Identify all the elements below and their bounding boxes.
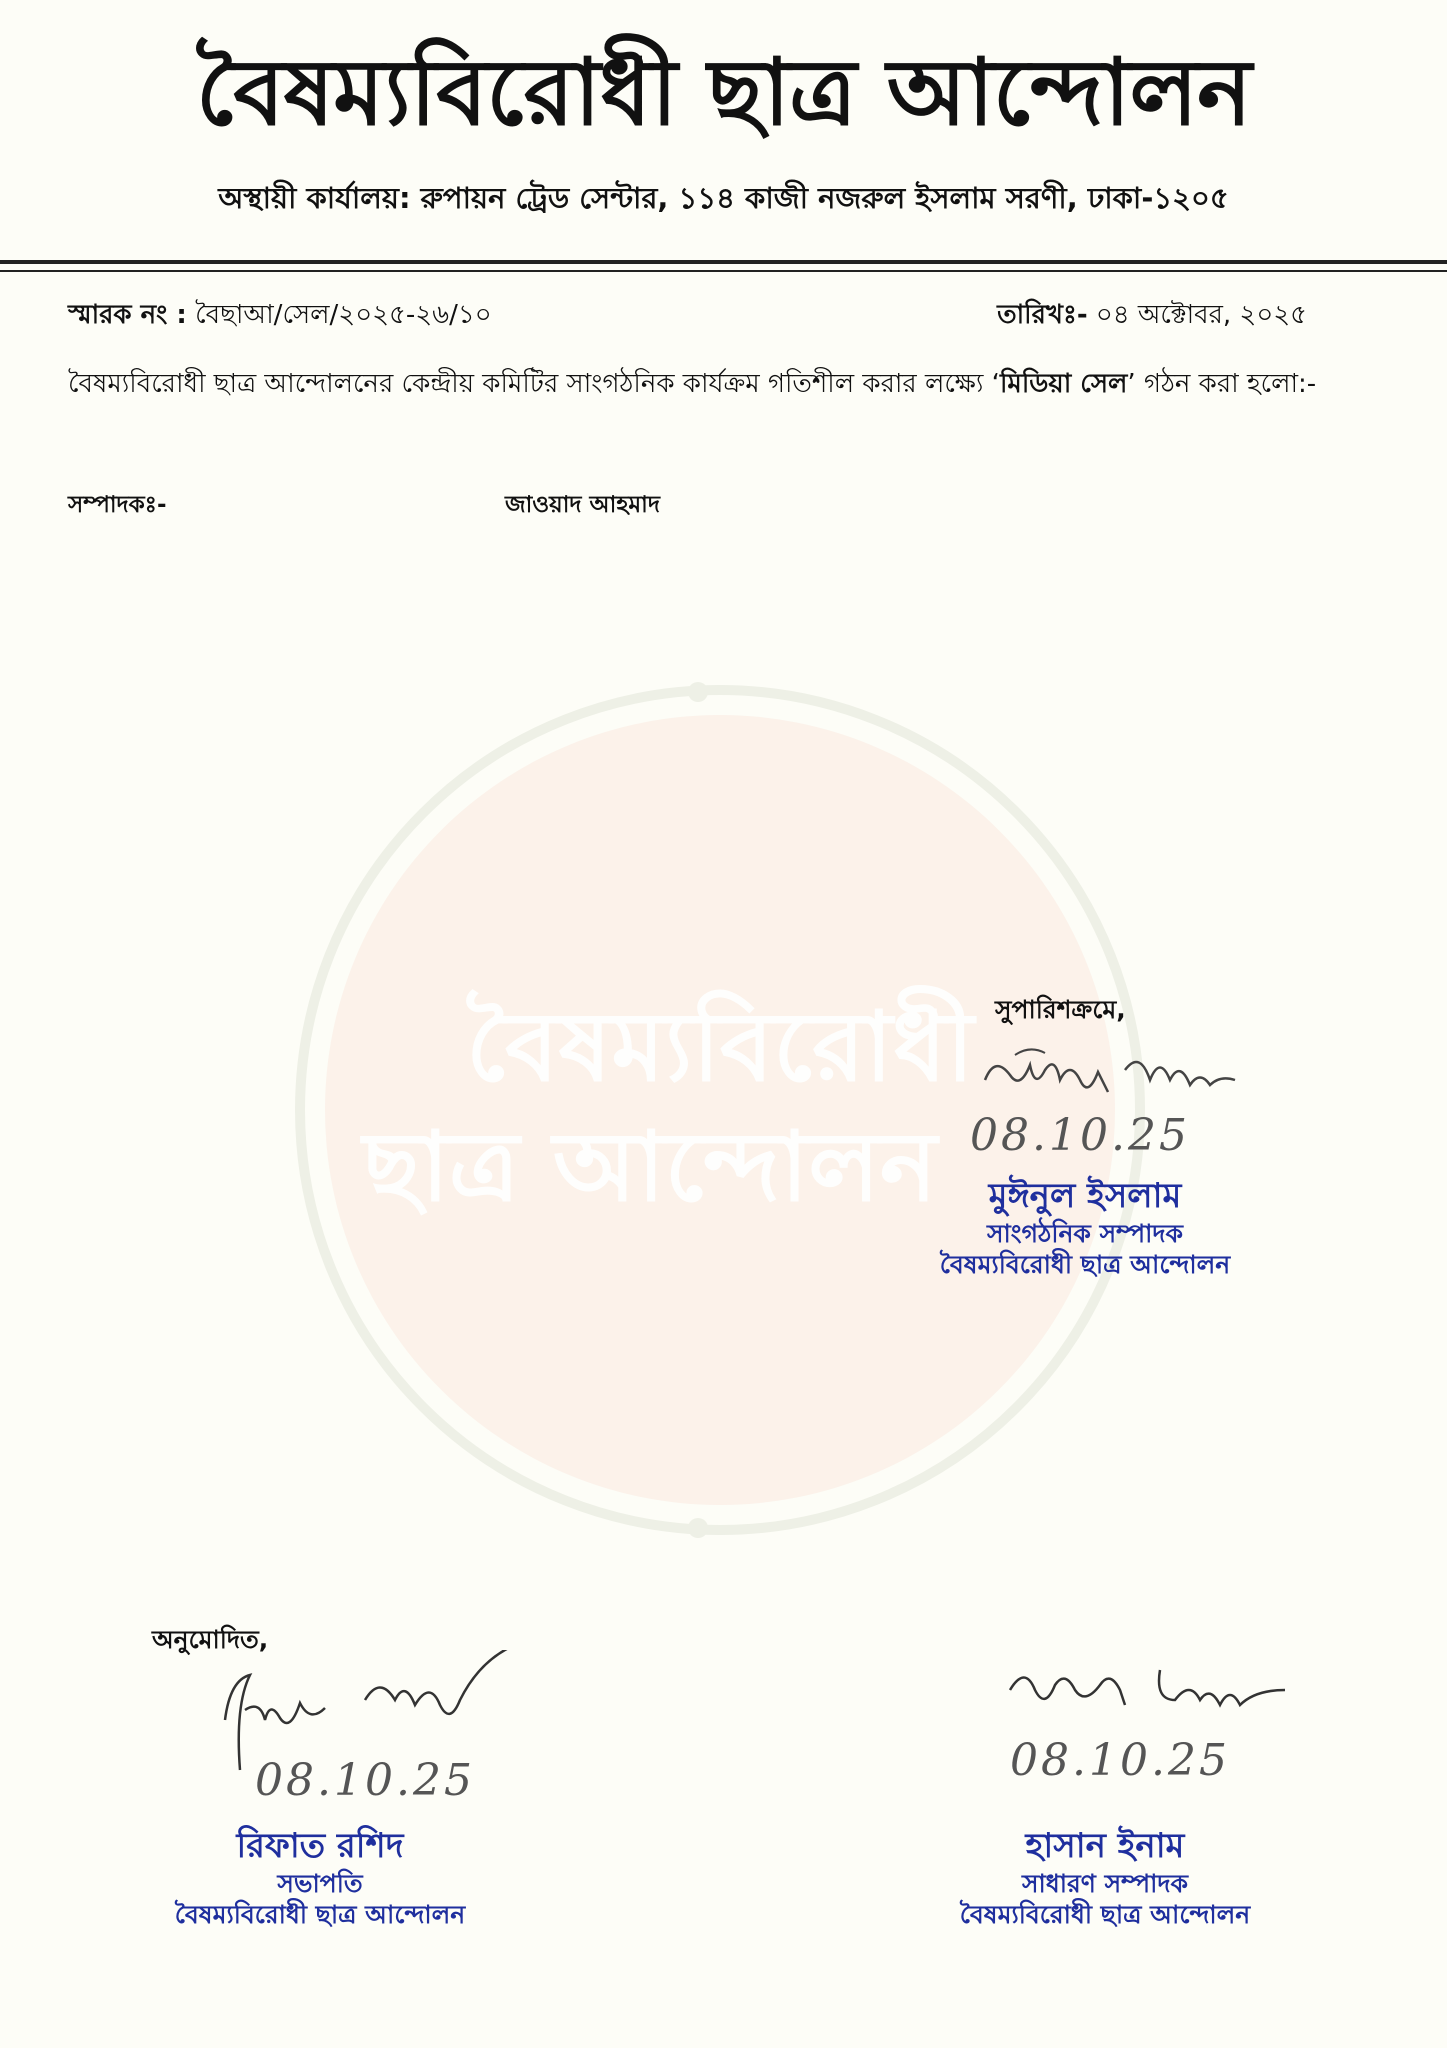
header-divider-thin [0, 270, 1447, 272]
body-paragraph [68, 366, 1338, 404]
president-role: সভাপতি [277, 1868, 363, 1898]
general-secretary-name: হাসান ইনাম [1025, 1826, 1185, 1866]
memo-value: বৈছাআ/সেল/২০২৫-২৬/১০ [195, 300, 492, 330]
memo-number [68, 294, 492, 338]
recommender-organization: বৈষম্যবিরোধী ছাত্র আন্দোলন [939, 1249, 1231, 1279]
president-stamp [140, 1825, 500, 1930]
president-name: রিফাত রশিদ [236, 1826, 404, 1866]
general-secretary-organization: বৈষম্যবিরোধী ছাত্র আন্দোলন [959, 1899, 1251, 1929]
approval-label: অনুমোদিত, [152, 1625, 269, 1654]
body-emphasis: মিডিয়া সেল [999, 369, 1128, 399]
body-text-after: ’ গঠন করা হলো:- [1127, 369, 1317, 399]
header-divider [0, 260, 1447, 264]
recommender-signature [975, 1040, 1245, 1120]
date-label: তারিখঃ- [997, 300, 1088, 330]
editor-label: সম্পাদকঃ- [68, 492, 167, 518]
president-signature-date: 08.10.25 [255, 1755, 475, 1806]
general-secretary-stamp [920, 1825, 1290, 1930]
watermark-text-line1: বৈষম্যবিরোধী [466, 991, 974, 1103]
body-text-before: বৈষম্যবিরোধী ছাত্র আন্দোলনের কেন্দ্রীয় কমিটির সাংগঠনিক কার্যক্রম গতিশীল করার লক্ষ্যে ‘ [68, 369, 1000, 399]
letterhead-title: বৈষম্যবিরোধী ছাত্র আন্দোলন [196, 39, 1251, 146]
memo-label: স্মারক নং : [68, 300, 187, 330]
general-secretary-signature-date: 08.10.25 [1010, 1735, 1230, 1786]
letterhead-address: অস্থায়ী কার্যালয়: রুপায়ন ট্রেড সেন্টার, ১১৪ কাজী নজরুল ইসলাম সরণী, ঢাকা-১২০৫ [218, 181, 1229, 215]
watermark-text-line2: ছাত্র আন্দোলন [362, 1111, 938, 1223]
recommender-name: মুঈনুল ইসলাম [988, 1176, 1182, 1216]
general-secretary-signature [1000, 1655, 1300, 1735]
memo-date [997, 294, 1307, 338]
president-organization: বৈষম্যবিরোধী ছাত্র আন্দোলন [174, 1899, 466, 1929]
general-secretary-role: সাধারণ সম্পাদক [1022, 1868, 1188, 1898]
recommender-signature-date: 08.10.25 [970, 1110, 1190, 1161]
date-value: ০৪ অক্টোবর, ২০২৫ [1095, 300, 1307, 330]
recommender-stamp [900, 1175, 1270, 1280]
recommendation-label: সুপারিশক্রমে, [995, 995, 1126, 1024]
recommender-role: সাংগঠনিক সম্পাদক [987, 1218, 1183, 1248]
editor-name: জাওয়াদ আহমাদ [505, 492, 660, 518]
